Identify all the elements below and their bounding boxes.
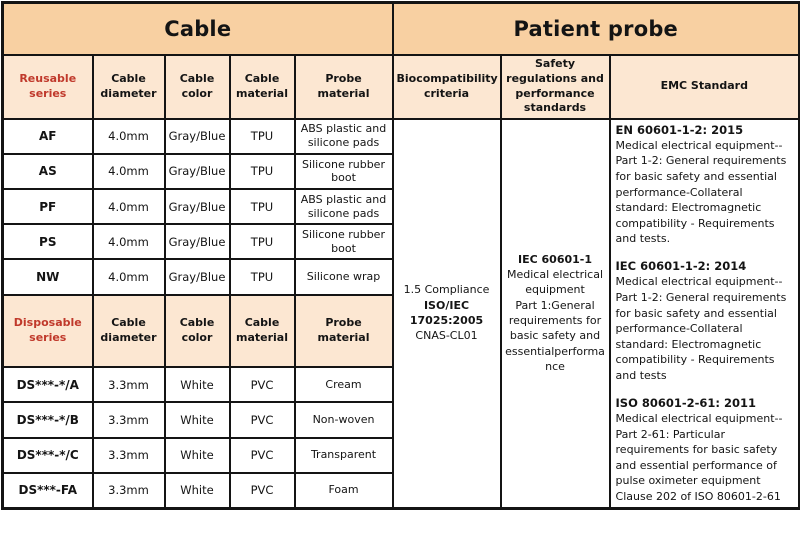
- table-row-af: [3, 119, 800, 154]
- emc-p3-body: Medical electrical equipment--Part 2-61: Particular requirements for basic safety and essential performance of pulse oximeter equipment: [615, 412, 783, 488]
- cell-diameter: 4.0mm: [93, 119, 165, 154]
- cell-color: White: [165, 438, 230, 473]
- safety-cell: [501, 119, 610, 509]
- cell-material: TPU: [230, 259, 295, 294]
- cable-color-header: Cable color: [165, 55, 230, 119]
- cell-material: TPU: [230, 224, 295, 259]
- cell-probe-material: ABS plastic and silicone pads: [295, 189, 393, 224]
- biocompatibility-cell: [393, 119, 501, 509]
- biocompat-line3: CNAS-CL01: [415, 329, 478, 343]
- emc-paragraph-iso80601: [616, 395, 794, 505]
- cell-probe-material: Cream: [295, 367, 393, 402]
- emc-paragraph-iec60601: [616, 258, 794, 384]
- cell-color: Gray/Blue: [165, 189, 230, 224]
- cell-color: White: [165, 367, 230, 402]
- cell-series: PS: [3, 224, 93, 259]
- cell-series: NW: [3, 259, 93, 294]
- cell-diameter: 3.3mm: [93, 402, 165, 437]
- cell-material: PVC: [230, 402, 295, 437]
- emc-header: EMC Standard: [610, 55, 800, 119]
- cell-probe-material: Non-woven: [295, 402, 393, 437]
- cell-material: PVC: [230, 367, 295, 402]
- cell-diameter: 3.3mm: [93, 438, 165, 473]
- cell-probe-material: Transparent: [295, 438, 393, 473]
- safety-header: Safety regulations and performance standards: [501, 55, 610, 119]
- emc-p3-clause: Clause 202 of ISO 80601-2-61: [615, 490, 781, 504]
- cell-color: Gray/Blue: [165, 154, 230, 189]
- cell-probe-material: Foam: [295, 473, 393, 508]
- cell-series: DS***-*/C: [3, 438, 93, 473]
- cell-series: DS***-FA: [3, 473, 93, 508]
- cell-material: TPU: [230, 154, 295, 189]
- cell-probe-material: Silicone wrap: [295, 259, 393, 294]
- cell-diameter: 4.0mm: [93, 189, 165, 224]
- safety-line1: Medical electrical equipment: [507, 267, 604, 297]
- cell-diameter: 3.3mm: [93, 367, 165, 402]
- biocompat-line1: 1.5 Compliance: [403, 283, 490, 297]
- cell-diameter: 4.0mm: [93, 259, 165, 294]
- cell-color: White: [165, 473, 230, 508]
- biocompat-standard: ISO/IEC 17025:2005: [409, 298, 484, 328]
- group-header-row: [3, 3, 800, 55]
- emc-cell: [610, 119, 800, 509]
- emc-p3-title: ISO 80601-2-61: 2011: [615, 395, 757, 410]
- cable-material-header: Cable material: [230, 295, 295, 368]
- patient-probe-group-header: Patient probe: [393, 3, 800, 55]
- probe-material-header: Probe material: [295, 295, 393, 368]
- cell-diameter: 3.3mm: [93, 473, 165, 508]
- disposable-series-header: Disposable series: [3, 295, 93, 368]
- cell-color: Gray/Blue: [165, 259, 230, 294]
- cell-diameter: 4.0mm: [93, 224, 165, 259]
- cell-material: TPU: [230, 119, 295, 154]
- cell-series: AS: [3, 154, 93, 189]
- cable-diameter-header: Cable diameter: [93, 295, 165, 368]
- cable-material-header: Cable material: [230, 55, 295, 119]
- cell-color: Gray/Blue: [165, 224, 230, 259]
- cell-material: PVC: [230, 438, 295, 473]
- cable-group-header: Cable: [3, 3, 393, 55]
- cable-color-header: Cable color: [165, 295, 230, 368]
- reusable-series-header: Reusable series: [3, 55, 93, 119]
- emc-paragraph-en60601: [616, 122, 794, 248]
- emc-p1-body: Medical electrical equipment--Part 1-2: General requirements for basic safety and essential performance-Collateral standard: Electromagnetic compatibility - Requirements and tests.: [615, 138, 787, 246]
- safety-line2: Part 1:General requirements for basic safety and essentialperformance: [505, 298, 605, 374]
- emc-p1-title: EN 60601-1-2: 2015: [615, 122, 744, 137]
- cell-probe-material: Silicone rubber boot: [295, 224, 393, 259]
- cell-series: AF: [3, 119, 93, 154]
- cell-material: TPU: [230, 189, 295, 224]
- cell-probe-material: Silicone rubber boot: [295, 154, 393, 189]
- cable-diameter-header: Cable diameter: [93, 55, 165, 119]
- reusable-header-row: [3, 55, 800, 119]
- probe-material-header: Probe material: [295, 55, 393, 119]
- cell-series: DS***-*/A: [3, 367, 93, 402]
- cell-series: DS***-*/B: [3, 402, 93, 437]
- cell-color: Gray/Blue: [165, 119, 230, 154]
- emc-p2-body: Medical electrical equipment--Part 1-2: General requirements for basic safety and essential performance-Collateral standard: Electromagnetic compatibility - Requirements and tests: [615, 275, 787, 383]
- emc-p2-title: IEC 60601-1-2: 2014: [615, 259, 747, 274]
- cell-diameter: 4.0mm: [93, 154, 165, 189]
- safety-title: IEC 60601-1: [518, 252, 593, 266]
- biocompatibility-header: Biocompatibility criteria: [393, 55, 501, 119]
- cell-probe-material: ABS plastic and silicone pads: [295, 119, 393, 154]
- cell-series: PF: [3, 189, 93, 224]
- cell-color: White: [165, 402, 230, 437]
- cell-material: PVC: [230, 473, 295, 508]
- cable-probe-spec-table: [1, 1, 800, 510]
